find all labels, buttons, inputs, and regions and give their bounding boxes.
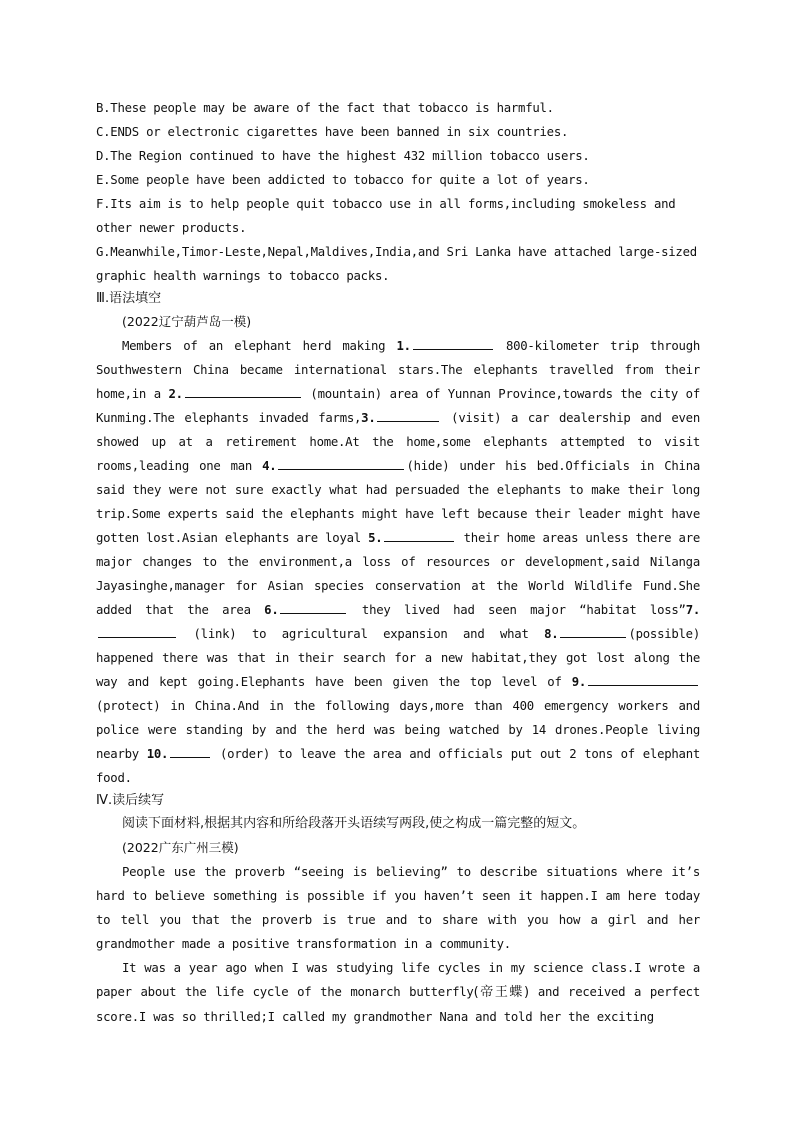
blank-number: 4. xyxy=(262,459,277,473)
passage-text: they lived had seen major “habitat loss” xyxy=(348,603,686,617)
section-4-source: (2022广东广州三模) xyxy=(122,840,239,855)
passage-text: (link) to agricultural expansion and what xyxy=(178,627,545,641)
section-3-heading: Ⅲ.语法填空 xyxy=(96,291,162,306)
answer-blank[interactable] xyxy=(98,624,176,638)
blank-number: 9. xyxy=(571,675,586,689)
document-content xyxy=(96,96,700,1029)
passage-text: (protect) in China.And in the following days,more than 400 emergency workers and police were standing by and the herd was being watched by 14 drones.People living nearby xyxy=(96,699,700,761)
answer-blank[interactable] xyxy=(560,624,626,638)
answer-blank[interactable] xyxy=(185,384,301,398)
section-3-source: (2022辽宁葫芦岛一模) xyxy=(122,314,252,329)
option-f: F.Its aim is to help people quit tobacco use in all forms,including smokeless and other newer products. xyxy=(96,197,676,235)
answer-blank[interactable] xyxy=(588,672,698,686)
option-b: B.These people may be aware of the fact that tobacco is harmful. xyxy=(96,101,554,115)
story-paragraph-2-part-b: and received a perfect score.I was so thrilled;I called my grandmother Nana and told her the exciting xyxy=(96,985,700,1024)
answer-blank[interactable] xyxy=(170,744,210,758)
blank-number: 8. xyxy=(544,627,559,641)
option-c: C.ENDS or electronic cigarettes have been banned in six countries. xyxy=(96,125,569,139)
story-paragraph-1: People use the proverb “seeing is believing” to describe situations where it’s hard to believe something is possible if you haven’t seen it happen.I am here today to tell you that the proverb is true and to share with you how a girl and her grandmother made a positive transformation in a community. xyxy=(96,865,700,951)
passage-text: 800-kilometer trip through Southwestern China became international stars.The elephants travelled from their home,in a xyxy=(96,339,700,401)
answer-blank[interactable] xyxy=(278,456,404,470)
option-e: E.Some people have been addicted to tobacco for quite a lot of years. xyxy=(96,173,590,187)
story-paragraph-2-gloss: (帝王蝶) xyxy=(473,985,530,1000)
blank-number: 6. xyxy=(264,603,279,617)
blank-number: 5. xyxy=(368,531,383,545)
passage-text: (mountain) area of Yunnan Province,towards the city of Kunming.The elephants invaded farms, xyxy=(96,387,700,425)
answer-blank[interactable] xyxy=(413,336,493,350)
blank-number: 3. xyxy=(361,411,376,425)
section-4-instruction: 阅读下面材料,根据其内容和所给段落开头语续写两段,使之构成一篇完整的短文。 xyxy=(122,816,586,831)
option-list xyxy=(96,96,700,288)
passage-text: (possible) happened there was that in their search for a new habitat,they got lost along the way and kept going.Elephants have been given the top level of xyxy=(96,627,700,689)
blank-number: 1. xyxy=(396,339,411,353)
passage-text: (hide) under his bed.Officials in China said they were not sure exactly what had persuaded the elephants to make their long trip.Some experts said the elephants might have left because their leader might have gotten lost.Asian elephants are loyal xyxy=(96,459,700,545)
blank-number: 7. xyxy=(685,603,700,617)
section-4-heading: Ⅳ.读后续写 xyxy=(96,793,165,808)
passage-text: (visit) a car dealership and even showed up at a retirement home.At the home,some elephants attempted to visit rooms,leading one man xyxy=(96,411,700,473)
answer-blank[interactable] xyxy=(377,408,439,422)
option-d: D.The Region continued to have the highest 432 million tobacco users. xyxy=(96,149,590,163)
passage-text: (order) to leave the area and officials put out 2 tons of elephant food. xyxy=(96,747,700,785)
answer-blank[interactable] xyxy=(384,528,454,542)
story-paragraph-2-part-a: It was a year ago when I was studying life cycles in my science class.I wrote a paper about the life cycle of the monarch butterfly xyxy=(96,961,700,999)
cloze-passage xyxy=(96,334,700,790)
blank-number: 10. xyxy=(146,747,169,761)
answer-blank[interactable] xyxy=(280,600,346,614)
passage-text: their home areas unless there are major changes to the environment,a loss of resources or development,said Nilanga Jayasinghe,manager for Asian species conservation at the World Wildlife Fund.She added that the area xyxy=(96,531,701,617)
blank-number: 2. xyxy=(168,387,183,401)
passage-text: Members of an elephant herd making xyxy=(122,339,397,353)
option-g: G.Meanwhile,Timor-Leste,Nepal,Maldives,India,and Sri Lanka have attached large-sized graphic health warnings to tobacco packs. xyxy=(96,245,697,283)
story-paragraph-2 xyxy=(96,956,700,1029)
